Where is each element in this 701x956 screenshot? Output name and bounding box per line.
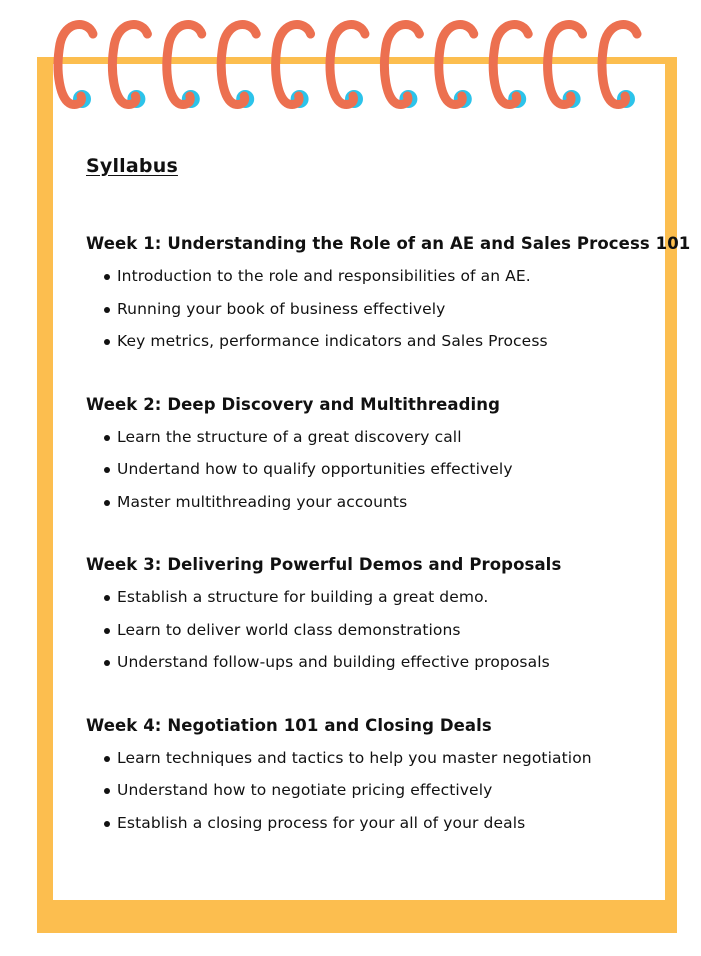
topic-text: Learn the structure of a great discovery call — [117, 427, 462, 446]
bullet-icon — [104, 274, 110, 280]
topic-text: Understand follow-ups and building effective proposals — [117, 653, 550, 671]
topic-text: Understand how to negotiate pricing effectively — [117, 781, 493, 799]
week-1-topics — [86, 260, 656, 358]
bullet-icon — [104, 788, 110, 794]
topic-text: Learn techniques and tactics to help you master negotiation — [117, 748, 592, 767]
week-2-heading: Week 2: Deep Discovery and Multithreading — [86, 394, 501, 414]
bullet-icon — [104, 467, 110, 473]
week-1-heading: Week 1: Understanding the Role of an AE and Sales Process 101 — [86, 234, 691, 253]
spiral-ring-icon — [384, 25, 419, 108]
bullet-icon — [104, 660, 110, 666]
spiral-binding — [0, 0, 701, 130]
topic-item — [86, 486, 656, 519]
topic-text: Undertand how to qualify opportunities effectively — [117, 460, 513, 478]
spiral-ring-icon — [548, 25, 583, 108]
topic-text: Master multithreading your accounts — [117, 492, 408, 511]
spiral-ring-icon — [276, 25, 311, 108]
topic-item — [86, 325, 656, 358]
spiral-ring-icon — [439, 25, 474, 108]
syllabus-title: Syllabus — [86, 155, 178, 177]
topic-item — [86, 807, 656, 840]
spiral-ring-icon — [221, 25, 256, 108]
week-2-topics — [86, 421, 656, 519]
bullet-icon — [104, 307, 110, 313]
bullet-icon — [104, 435, 110, 441]
spiral-ring-icon — [602, 25, 637, 108]
topic-item — [86, 581, 656, 614]
bullet-icon — [104, 500, 110, 506]
bullet-icon — [104, 756, 110, 762]
spiral-ring-icon — [493, 25, 528, 108]
topic-item — [86, 260, 656, 293]
topic-item — [86, 646, 656, 679]
topic-text: Running your book of business effectively — [117, 299, 446, 318]
bullet-icon — [104, 339, 110, 345]
topic-item — [86, 742, 656, 775]
week-2-section — [86, 391, 656, 519]
spiral-ring-icon — [112, 25, 147, 108]
bullet-icon — [104, 821, 110, 827]
bullet-icon — [104, 628, 110, 634]
topic-item — [86, 774, 656, 807]
topic-item — [86, 293, 656, 326]
topic-text: Introduction to the role and responsibilities of an AE. — [117, 267, 531, 285]
topic-item — [86, 421, 656, 454]
topic-item — [86, 453, 656, 486]
week-4-section — [86, 712, 656, 840]
week-3-topics — [86, 581, 656, 679]
week-3-section — [86, 551, 656, 679]
spiral-ring-icon — [330, 25, 365, 108]
topic-text: Learn to deliver world class demonstrations — [117, 620, 461, 639]
week-4-heading: Week 4: Negotiation 101 and Closing Deals — [86, 715, 492, 735]
week-4-topics — [86, 742, 656, 840]
topic-item — [86, 614, 656, 647]
bullet-icon — [104, 595, 110, 601]
topic-text: Key metrics, performance indicators and Sales Process — [117, 332, 548, 350]
syllabus-content — [86, 152, 691, 872]
topic-text: Establish a closing process for your all of your deals — [117, 813, 526, 832]
spiral-ring-icon — [167, 25, 202, 108]
week-3-heading: Week 3: Delivering Powerful Demos and Proposals — [86, 555, 562, 574]
week-1-section — [86, 230, 691, 358]
topic-text: Establish a structure for building a great demo. — [117, 588, 489, 606]
spiral-ring-icon — [58, 25, 93, 108]
